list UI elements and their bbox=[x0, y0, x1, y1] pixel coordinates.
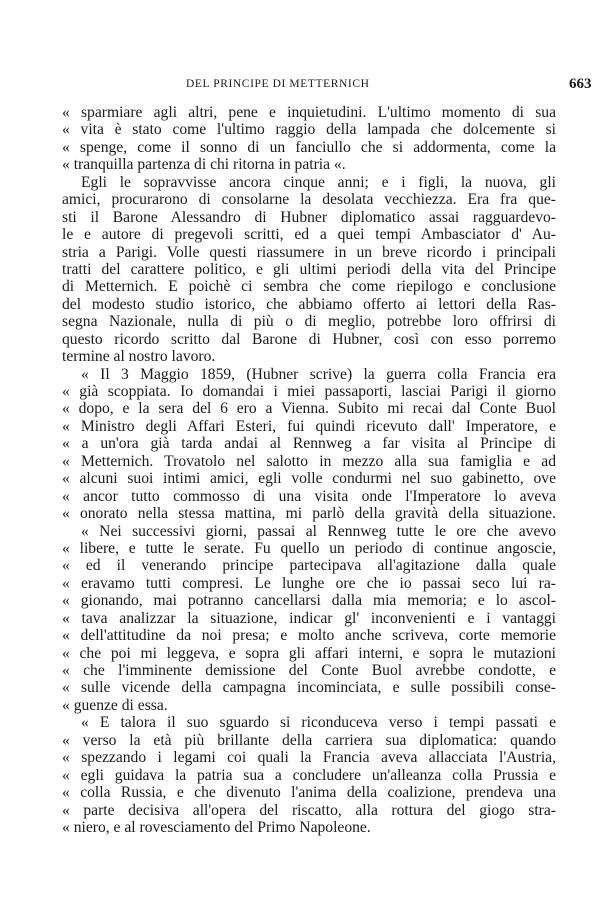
text-line: « che poi mi leggeva, e sopra gli affari interni, e sopra le mutazioni bbox=[62, 644, 556, 662]
text-line: termine al nostro lavoro. bbox=[62, 348, 216, 366]
text-line: « eravamo tutti compresi. Le lunghe ore che io passai seco lui ra- bbox=[62, 574, 556, 592]
text-line: « vita è stato come l'ultimo raggio della lampada che dolcemente si bbox=[62, 121, 556, 139]
text-line: « a un'ora già tarda andai al Rennweg a far visita al Principe di bbox=[62, 435, 556, 453]
text-line: sti il Barone Alessandro di Hubner diplomatico assai ragguardevo- bbox=[62, 208, 556, 226]
text-line: « Il 3 Maggio 1859, (Hubner scrive) la guerra colla Francia era bbox=[81, 365, 556, 383]
text-line: amici, procurarono di consolarne la desolata vecchiezza. Era fra que- bbox=[62, 191, 556, 209]
page-number: 663 bbox=[569, 76, 592, 92]
text-line: « tranquilla partenza di chi ritorna in patria «. bbox=[62, 156, 346, 174]
text-line: « spenge, come il sonno di un fanciullo che si addormenta, come la bbox=[62, 138, 556, 156]
text-line: « verso la età più brillante della carriera sua diplomatica: quando bbox=[62, 731, 556, 749]
text-line: « che l'imminente demissione del Conte Buol avrebbe condotte, e bbox=[62, 662, 556, 680]
text-line: le e autore di pregevoli scritti, ed a quei tempi Ambasciator d' Au- bbox=[62, 226, 556, 244]
text-line: « E talora il suo sguardo si riconduceva verso i tempi passati e bbox=[81, 714, 556, 732]
text-line: « parte decisiva all'opera del riscatto, alla rottura del giogo stra- bbox=[62, 801, 556, 819]
text-line: « Metternich. Trovatolo nel salotto in mezzo alla sua famiglia e ad bbox=[62, 452, 556, 470]
text-line: « guenze di essa. bbox=[62, 696, 168, 714]
text-line: « sparmiare agli altri, pene e inquietudini. L'ultimo momento di sua bbox=[62, 104, 556, 121]
text-line: Egli le sopravvisse ancora cinque anni; e i figli, la nuova, gli bbox=[81, 173, 556, 191]
text-line: « tava analizzar la situazione, indicar gl' inconvenienti e i vantaggi bbox=[62, 609, 556, 627]
text-line: « Nei successivi giorni, passai al Rennweg tutte le ore che avevo bbox=[81, 522, 556, 540]
text-line: « libere, e tutte le serate. Fu quello un periodo di continue angoscie, bbox=[62, 539, 556, 557]
text-line: « colla Russia, e che divenuto l'anima della coalizione, prendeva una bbox=[62, 784, 556, 802]
running-header bbox=[0, 76, 611, 96]
text-line: « niero, e al rovesciamento del Primo Napoleone. bbox=[62, 819, 371, 836]
text-line: « alcuni suoi intimi amici, egli volle condurmi nel suo gabinetto, ove bbox=[62, 470, 556, 488]
text-line: « ancor tutto commosso di una visita onde l'Imperatore lo aveva bbox=[62, 487, 556, 505]
text-line: tratti del carattere politico, e gli ultimi periodi della vita del Principe bbox=[62, 260, 556, 278]
text-line: stria a Parigi. Volle questi riassumere in un breve ricordo i principali bbox=[62, 243, 556, 261]
text-line: segna Nazionale, nulla di più o di meglio, potrebbe loro offrirsi di bbox=[62, 313, 556, 331]
text-line: « egli guidava la patria sua a concludere un'alleanza colla Prussia e bbox=[62, 766, 556, 784]
text-line: « dopo, e la sera del 6 ero a Vienna. Subito mi recai dal Conte Buol bbox=[62, 400, 556, 418]
text-line: « gionando, mai potranno cancellarsi dalla mia memoria; e lo ascol- bbox=[62, 592, 556, 610]
text-line: « Ministro degli Affari Esteri, fui quindi ricevuto dall' Imperatore, e bbox=[62, 417, 556, 435]
text-line: questo ricordo scritto dal Barone di Hubner, così con esso porremo bbox=[62, 330, 556, 348]
text-line: « spezzando i legami coi quali la Francia aveva allacciata l'Austria, bbox=[62, 749, 556, 767]
running-title: DEL PRINCIPE DI METTERNICH bbox=[186, 78, 370, 90]
text-line: « già scoppiata. Io domandai i miei passaporti, lasciai Parigi il giorno bbox=[62, 383, 556, 401]
text-line: « dell'attitudine da noi presa; e molto anche scriveva, corte memorie bbox=[62, 627, 556, 645]
text-line: « ed il venerando principe partecipava all'agitazione dalla quale bbox=[62, 557, 556, 575]
text-line: di Metternich. E poichè ci sembra che come riepilogo e conclusione bbox=[62, 278, 556, 296]
text-line: « sulle vicende della campagna incominciata, e sulle possibili conse- bbox=[62, 679, 556, 697]
text-line: del modesto studio istorico, che abbiamo offerto ai lettori della Ras- bbox=[62, 295, 556, 313]
text-line: « onorato nella stessa mattina, mi parlò della gravità della situazione. bbox=[62, 505, 556, 523]
